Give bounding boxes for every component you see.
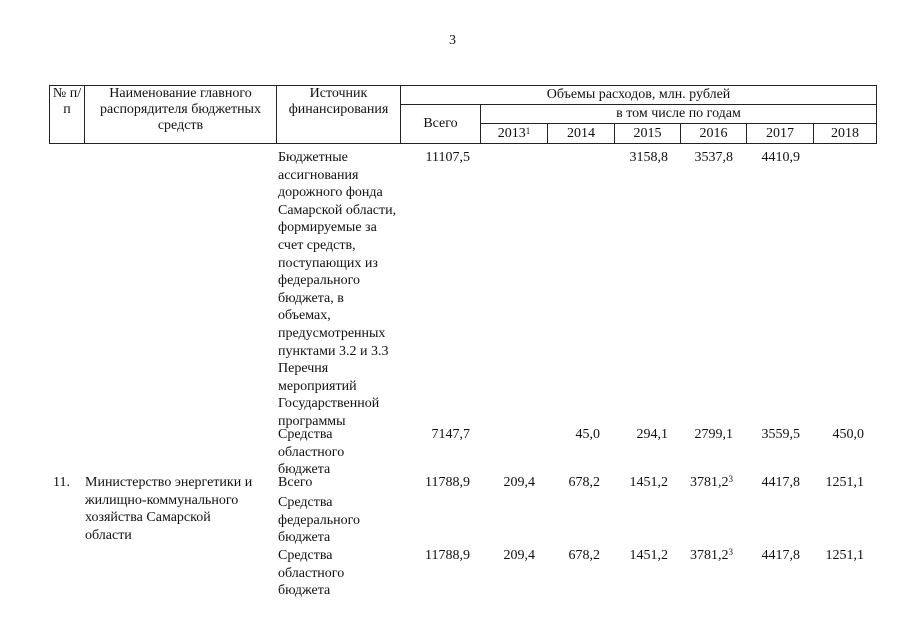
row-value-2017: 3559,5 [761, 427, 800, 442]
row-value-2016: 2799,1 [694, 427, 733, 442]
row-value-2018: 1251,1 [825, 548, 864, 563]
row-value-2013: 209,4 [503, 548, 535, 563]
row-source-line: программы [278, 414, 346, 429]
row-value-2015: 3158,8 [629, 150, 668, 165]
row-source-line: федерального [278, 512, 361, 528]
row-source-line: областного [278, 444, 345, 460]
row-source-line: предусмотренных [278, 326, 386, 341]
row-source-line: Самарской области, [278, 202, 397, 218]
footnote-mark: 3 [728, 547, 733, 557]
row-source-line: счет средств, [278, 238, 356, 253]
col-header-num: № п/п [50, 86, 85, 144]
col-header-year-2018: 2018 [814, 124, 877, 144]
row-source-line: мероприятий [278, 378, 357, 394]
row-number: 11. [53, 475, 70, 490]
col-header-year-2015: 2015 [615, 124, 681, 144]
row-source-line: Средства [278, 495, 333, 510]
row-source-line: Средства [278, 427, 333, 442]
row-source-line: бюджета [278, 530, 331, 546]
row-value-2013: 209,4 [503, 475, 535, 490]
row-source-line: Государственной [278, 396, 380, 412]
row-source-line: областного [278, 565, 345, 581]
row-source-line: Всего [278, 475, 313, 490]
row-source-line: Перечня [278, 361, 329, 377]
footnote-mark: 3 [728, 474, 733, 484]
row-source-line: поступающих из [278, 255, 378, 271]
row-value-2017: 4417,8 [761, 475, 800, 490]
footnote-mark: 1 [525, 125, 531, 136]
row-source-line: формируемые за [278, 220, 377, 236]
row-name-line: области [85, 527, 132, 543]
row-name-line: жилищно-коммунального [85, 492, 239, 508]
row-value-2018: 1251,1 [825, 475, 864, 490]
row-value-2015: 1451,2 [629, 548, 668, 563]
row-value-2016: 3781,2$^3$ [690, 474, 733, 490]
page-number: 3 [449, 33, 456, 48]
row-source-line: дорожного фонда [278, 185, 383, 201]
col-header-year-2017: 2017 [747, 124, 814, 144]
row-source-line: бюджета [278, 583, 331, 599]
row-source-line: бюджета, в [278, 290, 344, 306]
row-source-line: объемах, [278, 308, 331, 324]
col-header-year-2013: 2013$^1$ [481, 124, 548, 144]
row-value-2015: 294,1 [636, 427, 668, 442]
col-header-year-2016: 2016 [681, 124, 747, 144]
row-value-2016: 3781,2$^3$ [690, 547, 733, 563]
row-source-line: федерального [278, 273, 361, 289]
row-source-line: ассигнования [278, 167, 359, 183]
col-header-source: Источник финансирования [277, 86, 401, 144]
row-source-line: пунктами 3.2 и 3.3 [278, 343, 389, 359]
row-total: 7147,7 [431, 427, 470, 442]
row-value-2016: 3537,8 [694, 150, 733, 165]
row-total: 11788,9 [425, 475, 470, 490]
row-total: 11107,5 [425, 150, 470, 165]
col-header-year-2014: 2014 [548, 124, 615, 144]
col-header-name: Наименование главного распорядителя бюджетных средств [85, 86, 277, 144]
row-source-line: бюджета [278, 462, 331, 478]
row-name-line: Министерство энергетики и [85, 475, 253, 490]
row-source-line: Средства [278, 548, 333, 563]
row-value-2018: 450,0 [832, 427, 864, 442]
table-header [49, 85, 877, 144]
row-value-2014: 45,0 [575, 427, 600, 442]
row-total: 11788,9 [425, 548, 470, 563]
col-header-by-years: в том числе по годам [481, 105, 877, 124]
row-name-line: хозяйства Самарской [85, 510, 211, 526]
row-source-line: Бюджетные [278, 150, 348, 165]
col-header-total: Всего [401, 105, 481, 144]
row-value-2015: 1451,2 [629, 475, 668, 490]
col-header-volumes: Объемы расходов, млн. рублей [401, 86, 877, 105]
row-value-2017: 4410,9 [761, 150, 800, 165]
row-value-2014: 678,2 [568, 475, 600, 490]
row-value-2017: 4417,8 [761, 548, 800, 563]
row-value-2014: 678,2 [568, 548, 600, 563]
